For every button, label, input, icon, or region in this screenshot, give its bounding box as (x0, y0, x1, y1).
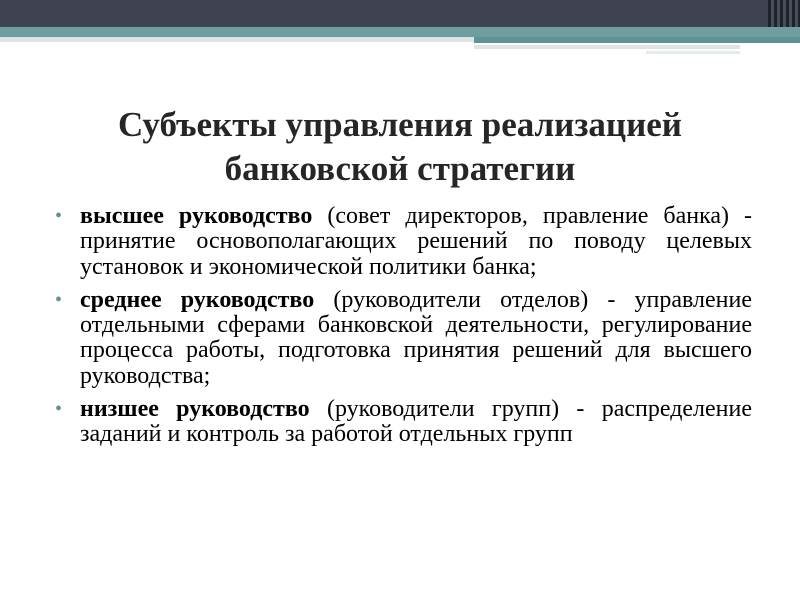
bullet-icon: • (55, 398, 63, 421)
bullet-icon: • (55, 288, 63, 311)
bullet-list (52, 204, 752, 456)
bullet-term: среднее руководство (80, 286, 315, 313)
slide-title-line-2: банковской стратегии (224, 149, 576, 188)
header-fade-band (0, 37, 474, 42)
header-teal-band (0, 27, 800, 37)
slide-title-line-1: Субъекты управления реализацией (118, 105, 682, 144)
bullet-item (52, 288, 752, 389)
bullet-icon: • (55, 205, 63, 227)
bullet-text: (руководители отделов) - управление отдельными сферами банковской деятельности, регулирование процесса работы, подготовка принятия решений для высшего руководства; (80, 286, 752, 389)
bullet-term: высшее руководство (80, 203, 313, 229)
header-dark-band (0, 0, 800, 27)
header-decor-line (474, 45, 740, 49)
bullet-item (52, 204, 752, 280)
slide-title (40, 103, 760, 191)
bullet-text: (совет директоров, правление банка) - принятие основополагающих решений по поводу целевых установок и экономической политики банка; (80, 203, 753, 280)
header-decor-line (646, 51, 740, 54)
bullet-item (52, 397, 752, 448)
bullet-text: (руководители групп) - распределение заданий и контроль за работой отдельных групп (80, 396, 753, 448)
bullet-term: низшее руководство (80, 396, 310, 423)
header-teal-accent (474, 37, 800, 43)
